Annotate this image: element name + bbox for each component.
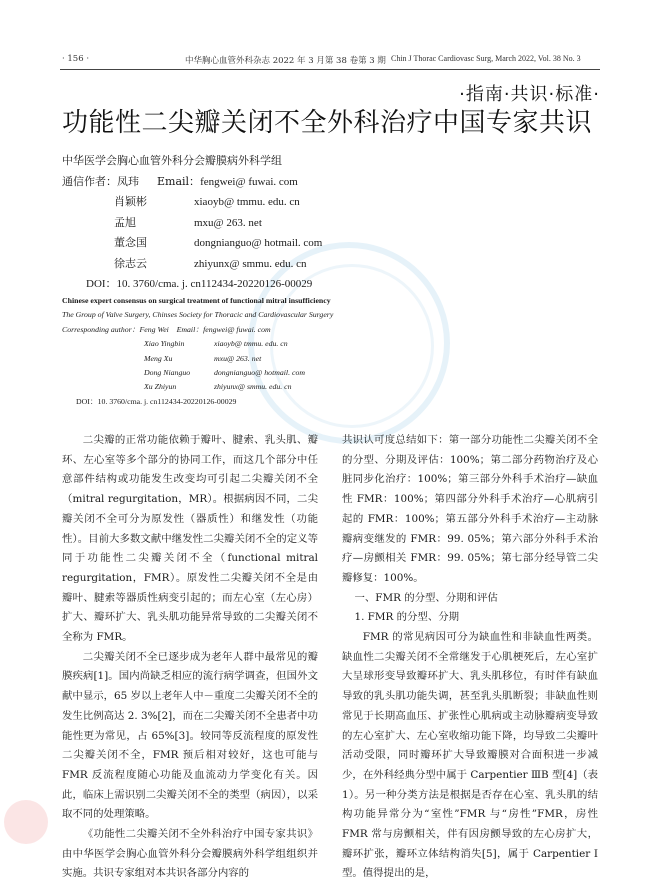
contact-name: 董念国	[114, 236, 147, 249]
contact-email[interactable]: dongnianguo@ hotmail. com	[194, 237, 323, 249]
section-heading: 一、FMR 的分型、分期和评估	[354, 591, 498, 604]
contact-name: 肖颖彬	[114, 195, 147, 208]
contact-name: Xiao Yingbin	[144, 339, 185, 349]
body-paragraph: 二尖瓣的正常功能依赖于瓣叶、腱索、乳头肌、瓣环、左心室等多个部分的协同工作，而这几个部分中任意部件结构或功能发生改变均可引起二尖瓣关闭不全（mitral regurgitation，MR）。根据病因不同，二尖瓣关闭不全可分为原发性（器质性）和继发性（功能性）。目前大多数文献中继发性二尖瓣关闭不全的定义等同于功能性二尖瓣关闭不全（functional mitral regurgitation，FMR）。原发性二尖瓣关闭不全是由瓣叶、腱索等器质性病变引起的；而左心室（左心房）扩大、瓣环扩大、乳头肌功能异常导致的二尖瓣关闭不全称为 FMR。	[62, 434, 318, 644]
body-paragraph: FMR 的常见病因可分为缺血性和非缺血性两类。缺血性二尖瓣关闭不全常继发于心肌梗死后，左心室扩大呈球形变导致瓣环扩大、乳头肌移位，有时伴有缺血导致的乳头肌功能失调，甚至乳头肌断裂；非缺血性则常见于长期高血压、扩张性心肌病或主动脉瓣病变导致的左心室扩大、左心室收缩功能下降，均导致二尖瓣叶活动受限，同时瓣环扩大导致瓣膜对合面积进一步减少，在外科经典分型中属于 Carpentier ⅢB 型[4]（表 1）。另一种分类方法是根据是否存在心室、乳头肌的结构功能异常分为“室性”FMR 与“房性”FMR，房性 FMR 常与房颤相关，伴有因房颤导致的左心房扩大，瓣环扩张，瓣环立体结构消失[5]，属于 Carpentier Ⅰ型。值得提出的是，	[342, 631, 598, 880]
journal-name-cn: 中华胸心血管外科杂志 2022 年 3 月第 38 卷第 3 期	[185, 56, 386, 66]
contact-row	[62, 213, 322, 234]
body-paragraph: 二尖瓣关闭不全已逐步成为老年人群中最常见的瓣膜疾病[1]。国内尚缺乏相应的流行病学调查，但国外文献中显示，65 岁以上老年人中－重度二尖瓣关闭不全的发生比例高达 2. 3%[2]，而在二尖瓣关闭不全患者中功能性更为常见，占 65%[3]。较同等反流程度的原发性二尖瓣关闭不全，FMR 预后相对较好，这也可能与 FMR 反流程度随心功能及血流动力学变化有关。因此，临床上需识别二尖瓣关闭不全的类型（病因），以采取不同的处理策略。	[62, 650, 318, 821]
contact-email[interactable]: xiaoyb@ tmmu. edu. cn	[194, 196, 300, 208]
journal-name-en: Chin J Thorac Cardiovasc Surg, March 2022, Vol. 38 No. 3	[391, 54, 581, 63]
header-rule	[60, 69, 600, 70]
subsection-heading: 1. FMR 的分型、分期	[354, 611, 460, 624]
contact-name: 徐志云	[114, 256, 147, 270]
contact-email[interactable]: zhiyunx@ smmu. edu. cn	[194, 257, 307, 270]
contact-name: Dong Nianguo	[144, 368, 191, 378]
contact-name: Xu Zhiyun	[144, 382, 177, 392]
contact-row	[62, 233, 322, 254]
english-title: Chinese expert consensus on surgical treatment of functional mitral insufficiency	[62, 296, 331, 305]
contact-email[interactable]: zhiyunx@ smmu. edu. cn	[214, 382, 292, 392]
email-label: Email：	[157, 174, 201, 188]
contact-email[interactable]: mxu@ 263. net	[214, 353, 262, 363]
author-group: 中华医学会胸心血管外科分会瓣膜病外科学组	[62, 154, 282, 167]
article-title: 功能性二尖瓣关闭不全外科治疗中国专家共识	[62, 108, 593, 138]
body-paragraph: 《功能性二尖瓣关闭不全外科治疗中国专家共识》由中华医学会胸心血管外科分会瓣膜病外科学组组织并实施。共识专家组对本共识各部分内容的	[62, 828, 318, 880]
body-column-left	[62, 431, 318, 884]
body-paragraph: 共识认可度总结如下：第一部分功能性二尖瓣关闭不全的分型、分期及评估：100%；第二部分药物治疗及心脏同步化治疗：100%；第三部分外科手术治疗—缺血性 FMR：100%；第四部分外科手术治疗—心肌病引起的 FMR：100%；第五部分外科手术治疗—主动脉瓣病变继发的 FMR：99. 05%；第六部分外科手术治疗—房颤相关 FMR：99. 05%；第七部分经导管二尖瓣修复：100%。	[342, 434, 598, 584]
corner-stamp	[4, 800, 48, 844]
english-contact-row	[62, 366, 333, 380]
english-doi[interactable]: DOI：10. 3760/cma. j. cn112434-20220126-00029	[76, 396, 237, 406]
doi[interactable]: DOI：10. 3760/cma. j. cn112434-20220126-00029	[86, 278, 313, 290]
body-column-right	[342, 431, 598, 884]
contact-row	[62, 192, 322, 213]
contact-name: Meng Xu	[144, 353, 173, 363]
contact-email[interactable]: dongnianguo@ hotmail. com	[214, 368, 305, 378]
contact-email[interactable]: xiaoyb@ tmmu. edu. cn	[214, 339, 288, 349]
contact-row	[62, 254, 322, 275]
contact-email[interactable]: mxu@ 263. net	[194, 216, 262, 229]
english-corresponding: Corresponding author：Feng Wei Email：fengwei@ fuwai. com	[62, 324, 271, 334]
contact-email[interactable]: fengwei@ fuwai. com	[200, 175, 298, 188]
contact-name: 凤玮	[117, 174, 139, 188]
english-contact-row	[62, 380, 333, 394]
english-contact-row	[62, 337, 333, 351]
author-block-en	[62, 294, 333, 409]
corresponding-label: 通信作者：	[62, 174, 117, 188]
author-block-cn	[62, 151, 322, 295]
article-category: ·指南·共识·标准·	[459, 84, 600, 105]
page-number: · 156 ·	[62, 54, 90, 64]
english-group: The Group of Valve Surgery, Chinses Society for Thoracic and Cardiovascular Surgery	[62, 310, 334, 320]
contact-name: 孟旭	[114, 215, 136, 229]
corresponding-author-row	[62, 172, 322, 193]
english-contact-row	[62, 352, 333, 366]
